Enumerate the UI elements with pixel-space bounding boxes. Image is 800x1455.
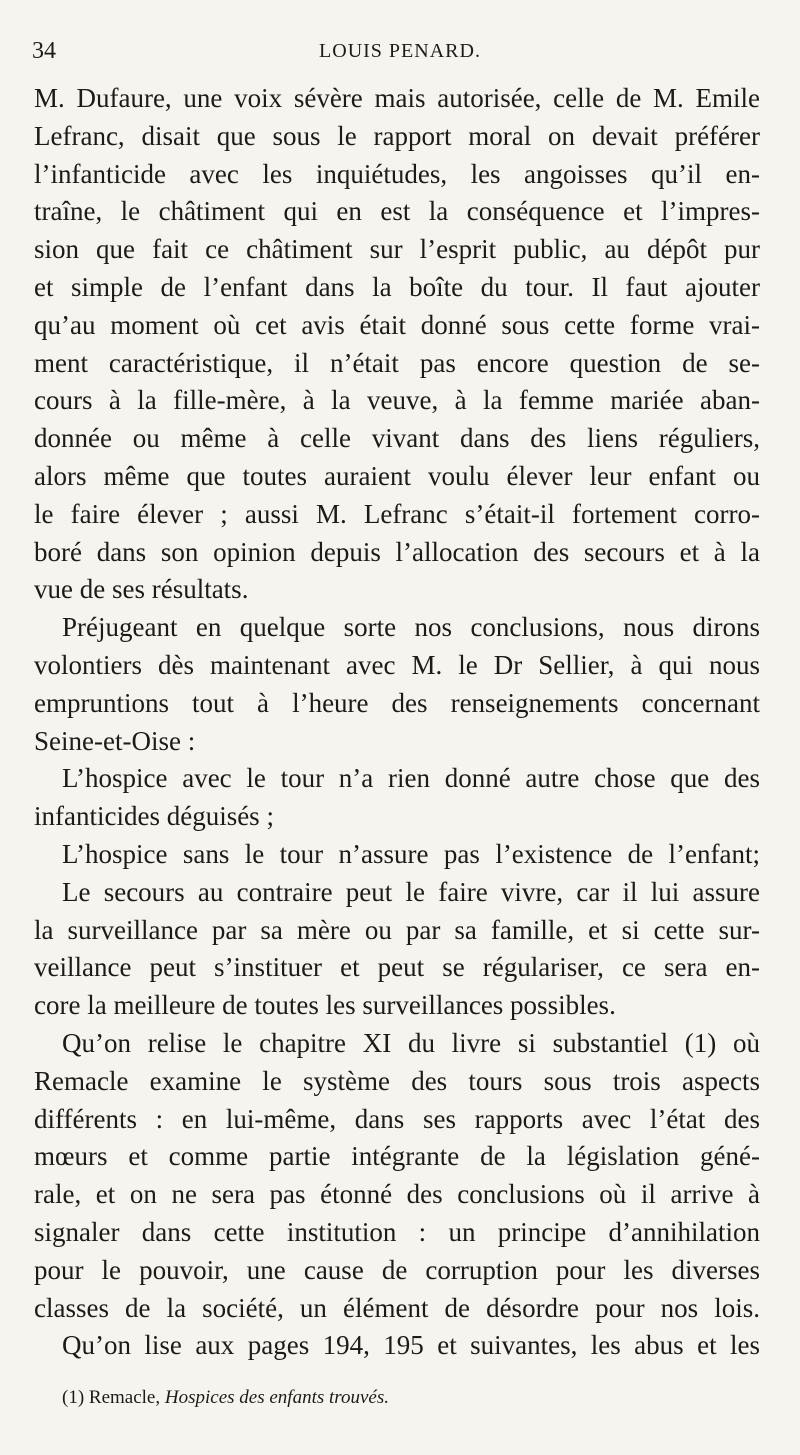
page-number: 34 xyxy=(32,38,56,64)
text-line: signaler dans cette institution : un principe d’annihilation xyxy=(34,1216,760,1247)
text-line: cours à la fille-mère, à la veuve, à la femme mariée aban- xyxy=(34,385,760,416)
text-line: pour le pouvoir, une cause de corruption pour les diverses xyxy=(34,1254,760,1285)
footnote-title: Hospices des enfants trouvés. xyxy=(164,1387,389,1408)
text-line: Seine-et-Oise : xyxy=(34,725,196,756)
text-line: L’hospice avec le tour n’a rien donné autre chose que des xyxy=(62,763,760,794)
text-line: veillance peut s’instituer et peut se régulariser, ce sera en- xyxy=(34,952,760,983)
text-line: empruntions tout à l’heure des renseignements concernant xyxy=(34,687,760,718)
page-header xyxy=(0,38,800,68)
running-title: LOUIS PENARD. xyxy=(319,40,481,62)
text-line: la surveillance par sa mère ou par sa famille, et si cette sur- xyxy=(34,914,760,945)
footnote-marker: (1) Remacle, xyxy=(62,1387,161,1408)
text-line: Le secours au contraire peut le faire vivre, car il lui assure xyxy=(62,876,760,907)
text-line: Remacle examine le système des tours sous trois aspects xyxy=(34,1065,760,1096)
text-line: rale, et on ne sera pas étonné des conclusions où il arrive à xyxy=(34,1179,760,1210)
text-line: différents : en lui-même, dans ses rapports avec l’état des xyxy=(34,1103,760,1134)
text-line: volontiers dès maintenant avec M. le Dr Sellier, à qui nous xyxy=(34,649,760,680)
text-line: M. Dufaure, une voix sévère mais autorisée, celle de M. Emile xyxy=(34,83,760,113)
text-line: Lefranc, disait que sous le rapport moral on devait préférer xyxy=(34,120,760,151)
text-line: et simple de l’enfant dans la boîte du tour. Il faut ajouter xyxy=(34,271,760,302)
text-line: alors même que toutes auraient voulu élever leur enfant ou xyxy=(34,460,760,491)
text-line: qu’au moment où cet avis était donné sous cette forme vrai- xyxy=(34,309,760,340)
text-line: boré dans son opinion depuis l’allocation des secours et à la xyxy=(34,536,760,567)
text-line: sion que fait ce châtiment sur l’esprit public, au dépôt pur xyxy=(34,234,760,265)
text-line: core la meilleure de toutes les surveillances possibles. xyxy=(34,990,616,1021)
text-line: classes de la société, un élément de désordre pour nos lois. xyxy=(34,1292,760,1323)
footnote xyxy=(62,1387,389,1409)
text-line: infanticides déguisés ; xyxy=(34,801,274,832)
text-line: donnée ou même à celle vivant dans des liens réguliers, xyxy=(34,423,760,454)
text-line: l’infanticide avec les inquiétudes, les angoisses qu’il en- xyxy=(34,158,760,189)
text-line: ment caractéristique, il n’était pas encore question de se- xyxy=(34,347,760,378)
text-line: vue de ses résultats. xyxy=(34,574,249,605)
text-line: le faire élever ; aussi M. Lefranc s’était-il fortement corro- xyxy=(34,498,760,529)
text-line: Qu’on relise le chapitre XI du livre si substantiel (1) où xyxy=(62,1027,760,1058)
text-line: Préjugeant en quelque sorte nos conclusions, nous dirons xyxy=(62,612,760,643)
body-text xyxy=(34,80,760,1365)
text-line: Qu’on lise aux pages 194, 195 et suivantes, les abus et les xyxy=(62,1330,760,1361)
text-line: L’hospice sans le tour n’assure pas l’existence de l’enfant; xyxy=(62,838,760,869)
text-line: mœurs et comme partie intégrante de la législation géné- xyxy=(34,1141,760,1172)
text-line: traîne, le châtiment qui en est la conséquence et l’impres- xyxy=(34,196,760,227)
